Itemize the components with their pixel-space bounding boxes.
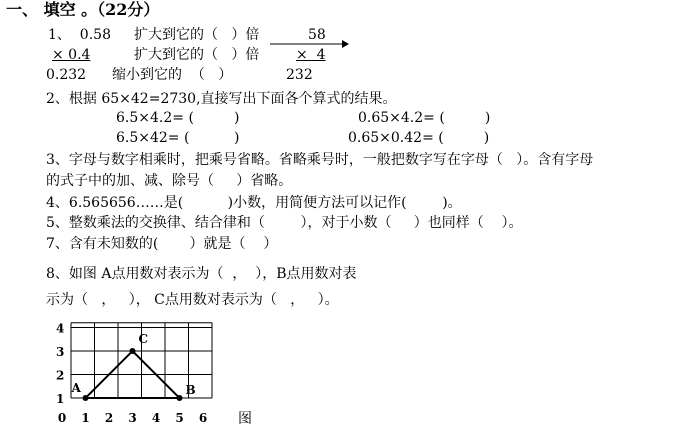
q1-row2-left: × 0.4 [52,47,91,63]
x-tick-label: 1 [81,411,90,425]
q2-item-a: 6.5×4.2= ( ) [116,110,240,126]
q2-item-d: 0.65×0.42= ( ) [348,130,490,146]
x-tick-label: 0 [57,411,67,425]
x-tick-label: 3 [128,411,137,425]
q1-row1-mid: 扩大到它的（ ）倍 [134,27,260,43]
x-tick-label: 6 [198,411,208,425]
q3-line1: 3、字母与数字相乘时，把乘号省略。省略乘号时，一般把数字写在字母（ ）。含有字母 [46,152,594,168]
q1-row1-prefix: 1、 0.58 [48,27,111,43]
point-a [83,395,89,401]
figure-label: 图 [238,411,252,427]
q8-line2: 示为（ ， ）， C点用数对表示为（ ， ）。 [46,292,339,308]
q2-item-b: 0.65×4.2= ( ) [358,110,491,126]
q1-row3-left: 0.232 [46,67,87,83]
x-tick-label: 2 [104,411,114,425]
q4-text: 4、6.565656……是( )小数，用简便方法可以记作( )。 [46,195,462,211]
y-tick-label: 3 [56,345,65,359]
point-label-b: B [185,383,196,397]
q1-row2-right: × 4 [296,47,326,63]
point-c [130,348,136,354]
q5-text: 5、整数乘法的交换律、结合律和（ ），对于小数（ ）也同样（ ）。 [46,215,523,231]
point-label-a: A [71,381,81,395]
q2-stem: 2、根据 65×42=2730,直接写出下面各个算式的结果。 [46,91,397,107]
q1-row2-mid: 扩大到它的（ ）倍 [134,47,260,63]
x-tick-label: 4 [151,411,161,425]
x-tick-label: 5 [175,411,184,425]
coordinate-grid-figure [40,308,240,432]
q1-row1-right: 58 [308,27,326,43]
point-label-c: C [138,332,149,346]
q3-line2: 的式子中的加、减、除号（ ）省略。 [46,173,293,189]
y-tick-label: 2 [56,368,65,383]
q8-line1: 8、如图 A点用数对表示为（ ， ），B点用数对表 [46,266,357,282]
section-title: 一、 填空 。（22分） [6,0,160,19]
q1-row3-mid: 缩小到它的 （ ） [112,67,233,83]
q2-item-c: 6.5×42= ( ) [116,130,240,146]
q7-text: 7、含有未知数的( ）就是（ ） [46,236,278,252]
y-tick-label: 4 [56,321,65,336]
q1-row3-right: 232 [286,67,313,83]
y-tick-label: 1 [56,392,65,406]
point-b [177,395,183,401]
